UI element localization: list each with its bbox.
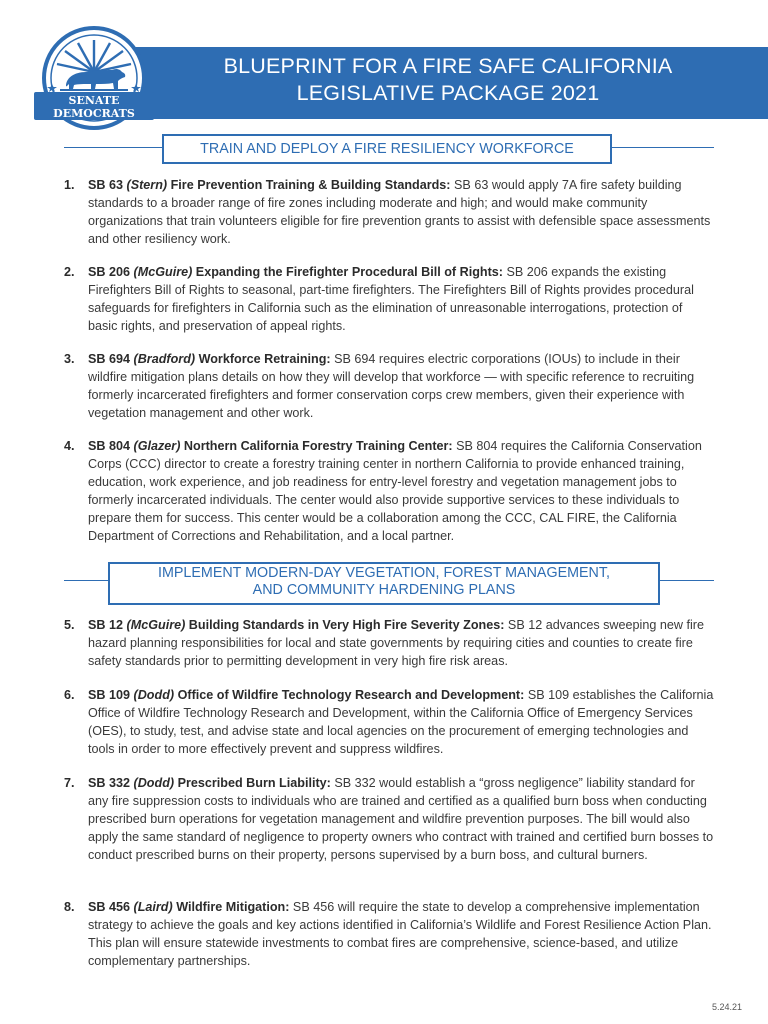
bill-number: SB 109 xyxy=(88,688,131,702)
seal-text-line2: DEMOCRATS xyxy=(53,107,135,120)
list-item xyxy=(64,616,714,670)
bill-description: SB 332 would establish a “gross negligence” liability standard for any fire suppression costs to individuals who are trained and certified as a qualified burn boss when conducting prescribed burn operations for vegetation management and wildfire prevention purposes. The bill would also apply the same standard of negligence to property owners who contract with trained and certified burn bosses to conduct prescribed burns on their property, persons supervised by a burn boss, and cultural burners. xyxy=(88,776,714,862)
bill-heading: Fire Prevention Training & Building Standards: xyxy=(170,178,451,192)
bill-number: SB 804 xyxy=(88,439,131,453)
footer-date: 5.24.21 xyxy=(711,1002,742,1012)
bill-author: (McGuire) xyxy=(126,618,186,632)
list-item xyxy=(64,263,714,335)
bill-number: SB 332 xyxy=(88,776,131,790)
seal-text-line1: SENATE xyxy=(68,94,120,107)
bill-heading: Building Standards in Very High Fire Severity Zones: xyxy=(188,618,505,632)
section-title-line-2: AND COMMUNITY HARDENING PLANS xyxy=(252,582,516,598)
section-title-text: TRAIN AND DEPLOY A FIRE RESILIENCY WORKFORCE xyxy=(200,141,574,157)
bill-author: (Dodd) xyxy=(133,776,175,790)
section-title-vegetation xyxy=(108,562,660,605)
bill-author: (McGuire) xyxy=(133,265,193,279)
bill-author: (Laird) xyxy=(133,900,173,914)
bill-number: SB 694 xyxy=(88,352,131,366)
bill-description: SB 12 advances sweeping new fire hazard planning responsibilities for local and state governments by requiring cities and counties to create fire safety standards prior to permitting development in very high fire risk areas. xyxy=(88,618,704,668)
page-title xyxy=(168,53,728,107)
item-number: 8. xyxy=(64,900,75,914)
bill-description: SB 109 establishes the California Office of Wildfire Technology Research and Development, within the California Office of Emergency Services (OES), to study, test, and advise state and local agencies on the procurement of emerging technologies and tools in order to more effectively prevent and suppress wildfires. xyxy=(88,688,714,756)
list-item xyxy=(64,437,714,545)
bill-number: SB 63 xyxy=(88,178,124,192)
item-number: 3. xyxy=(64,352,75,366)
item-number: 1. xyxy=(64,178,75,192)
title-line-2: LEGISLATIVE PACKAGE 2021 xyxy=(296,81,600,105)
bill-author: (Glazer) xyxy=(133,439,181,453)
bill-number: SB 456 xyxy=(88,900,131,914)
bill-author: (Bradford) xyxy=(133,352,196,366)
list-item xyxy=(64,774,714,864)
item-number: 7. xyxy=(64,776,75,790)
bill-author: (Stern) xyxy=(126,178,168,192)
bill-heading: Wildfire Mitigation: xyxy=(176,900,290,914)
bill-heading: Expanding the Firefighter Procedural Bill of Rights: xyxy=(195,265,503,279)
list-item xyxy=(64,176,714,248)
bill-description: SB 206 expands the existing Firefighters Bill of Rights to seasonal, part-time firefighters. The Firefighters Bill of Rights provides procedural safeguards for firefighters in California such as the elimination of unreasonable interrogations, protection of basic rights, and preservation of appeal rights. xyxy=(88,265,694,333)
bill-number: SB 12 xyxy=(88,618,124,632)
bill-description: SB 804 requires the California Conservation Corps (CCC) director to create a forestry training center in northern California to provide enhanced training, education, work experience, and job readiness for entry-level forestry and vegetation management jobs to formerly incarcerated individuals. The center would also provide supportive services to these individuals to prepare them for success. This center would be a collaboration among the CCC, CAL FIRE, the California Department of Corrections and Rehabilitation, and a local partner. xyxy=(88,439,702,543)
bill-description: SB 63 would apply 7A fire safety building standards to a broader range of fire zones including moderate and high; and would make community organizations that train volunteers eligible for fire prevention grants to assist with defensible space assessments and other resiliency work. xyxy=(88,178,711,246)
item-number: 4. xyxy=(64,439,75,453)
section-title-line-1: IMPLEMENT MODERN-DAY VEGETATION, FOREST MANAGEMENT, xyxy=(158,565,610,581)
bill-heading: Workforce Retraining: xyxy=(198,352,331,366)
list-item xyxy=(64,898,714,970)
bill-number: SB 206 xyxy=(88,265,131,279)
bill-heading: Northern California Forestry Training Center: xyxy=(183,439,453,453)
item-number: 5. xyxy=(64,618,75,632)
bill-description: SB 456 will require the state to develop a comprehensive implementation strategy to achieve the goals and key actions identified in California’s Wildlife and Forest Resilience Action Plan. This plan will ensure statewide investments to combat fires are comprehensive, science-based, and utilize complementary partnerships. xyxy=(88,900,712,968)
title-line-1: BLUEPRINT FOR A FIRE SAFE CALIFORNIA xyxy=(223,54,673,78)
bill-author: (Dodd) xyxy=(133,688,175,702)
list-item xyxy=(64,350,714,422)
item-number: 6. xyxy=(64,688,75,702)
item-number: 2. xyxy=(64,265,75,279)
bill-description: SB 694 requires electric corporations (IOUs) to include in their wildfire mitigation plans details on how they will develop that workforce — with specific reference to recruiting formerly incarcerated firefighters and former conservation corps crew members, given their experience with vegetation management and other work. xyxy=(88,352,695,420)
bill-heading: Office of Wildfire Technology Research and Development: xyxy=(177,688,525,702)
senate-democrats-seal-logo xyxy=(30,26,158,134)
bill-heading: Prescribed Burn Liability: xyxy=(177,776,331,790)
list-item xyxy=(64,686,714,758)
section-title-workforce xyxy=(162,134,612,164)
